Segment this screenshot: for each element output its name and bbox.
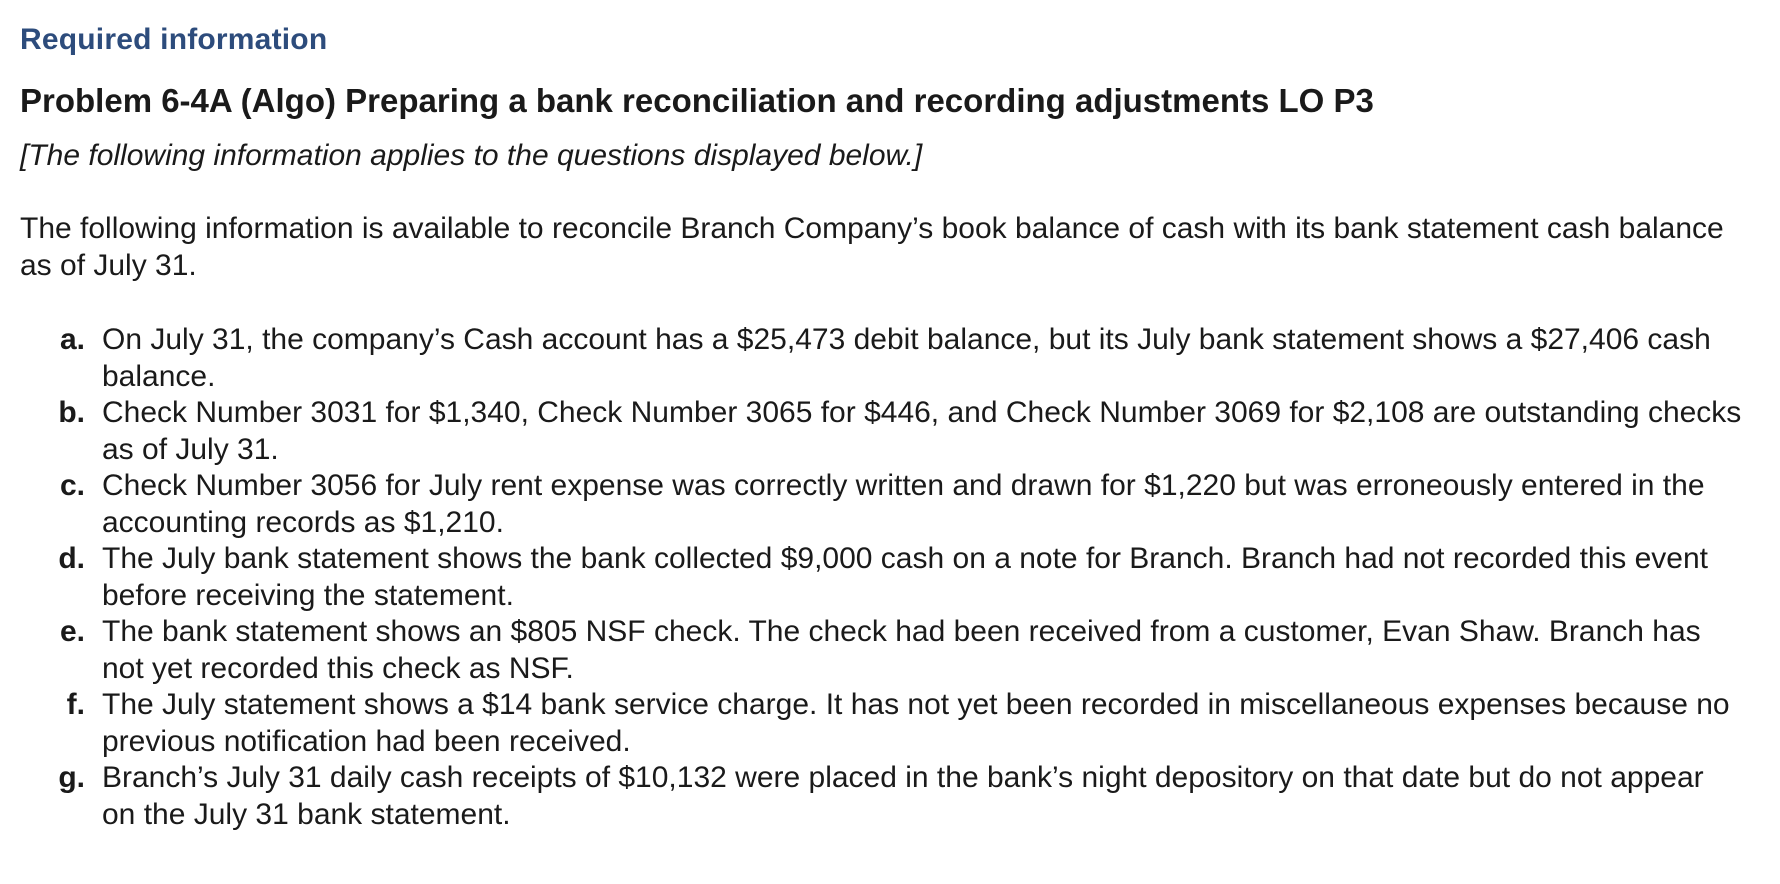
item-letter: f. bbox=[66, 688, 85, 721]
list-item bbox=[20, 687, 1760, 760]
item-text: The July bank statement shows the bank collected $9,000 cash on a note for Branch. Branch had not recorded this event before receiving the statement. bbox=[102, 542, 1708, 612]
list-item bbox=[20, 322, 1760, 395]
list-item bbox=[20, 614, 1760, 687]
item-letter: c. bbox=[59, 469, 85, 502]
item-letter: a. bbox=[59, 323, 85, 356]
intro-paragraph: The following information is available to reconcile Branch Company’s book balance of cash with its bank statement cash balance as of July 31. bbox=[20, 212, 1724, 282]
item-text: Check Number 3031 for $1,340, Check Number 3065 for $446, and Check Number 3069 for $2,108 are outstanding checks as of July 31. bbox=[102, 396, 1742, 466]
item-text: The July statement shows a $14 bank service charge. It has not yet been recorded in miscellaneous expenses because no previous notification had been received. bbox=[102, 688, 1730, 758]
list-item bbox=[20, 395, 1760, 468]
item-letter: e. bbox=[59, 615, 85, 648]
item-letter: g. bbox=[58, 761, 85, 794]
item-letter: d. bbox=[58, 542, 85, 575]
information-list bbox=[20, 322, 1760, 833]
list-item bbox=[20, 468, 1760, 541]
required-information-heading: Required information bbox=[20, 23, 328, 56]
list-item bbox=[20, 760, 1760, 833]
intro-note: [The following information applies to the questions displayed below.] bbox=[20, 139, 923, 172]
item-text: On July 31, the company’s Cash account has a $25,473 debit balance, but its July bank statement shows a $27,406 cash balance. bbox=[102, 323, 1711, 393]
item-text: Check Number 3056 for July rent expense was correctly written and drawn for $1,220 but was erroneously entered in the accounting records as $1,210. bbox=[102, 469, 1705, 539]
item-text: Branch’s July 31 daily cash receipts of $10,132 were placed in the bank’s night depository on that date but do not appear on the July 31 bank statement. bbox=[102, 761, 1704, 831]
list-item bbox=[20, 541, 1760, 614]
item-letter: b. bbox=[58, 396, 85, 429]
item-text: The bank statement shows an $805 NSF check. The check had been received from a customer, Evan Shaw. Branch has not yet recorded this check as NSF. bbox=[102, 615, 1701, 685]
problem-title: Problem 6-4A (Algo) Preparing a bank reconciliation and recording adjustments LO P3 bbox=[20, 82, 1374, 119]
